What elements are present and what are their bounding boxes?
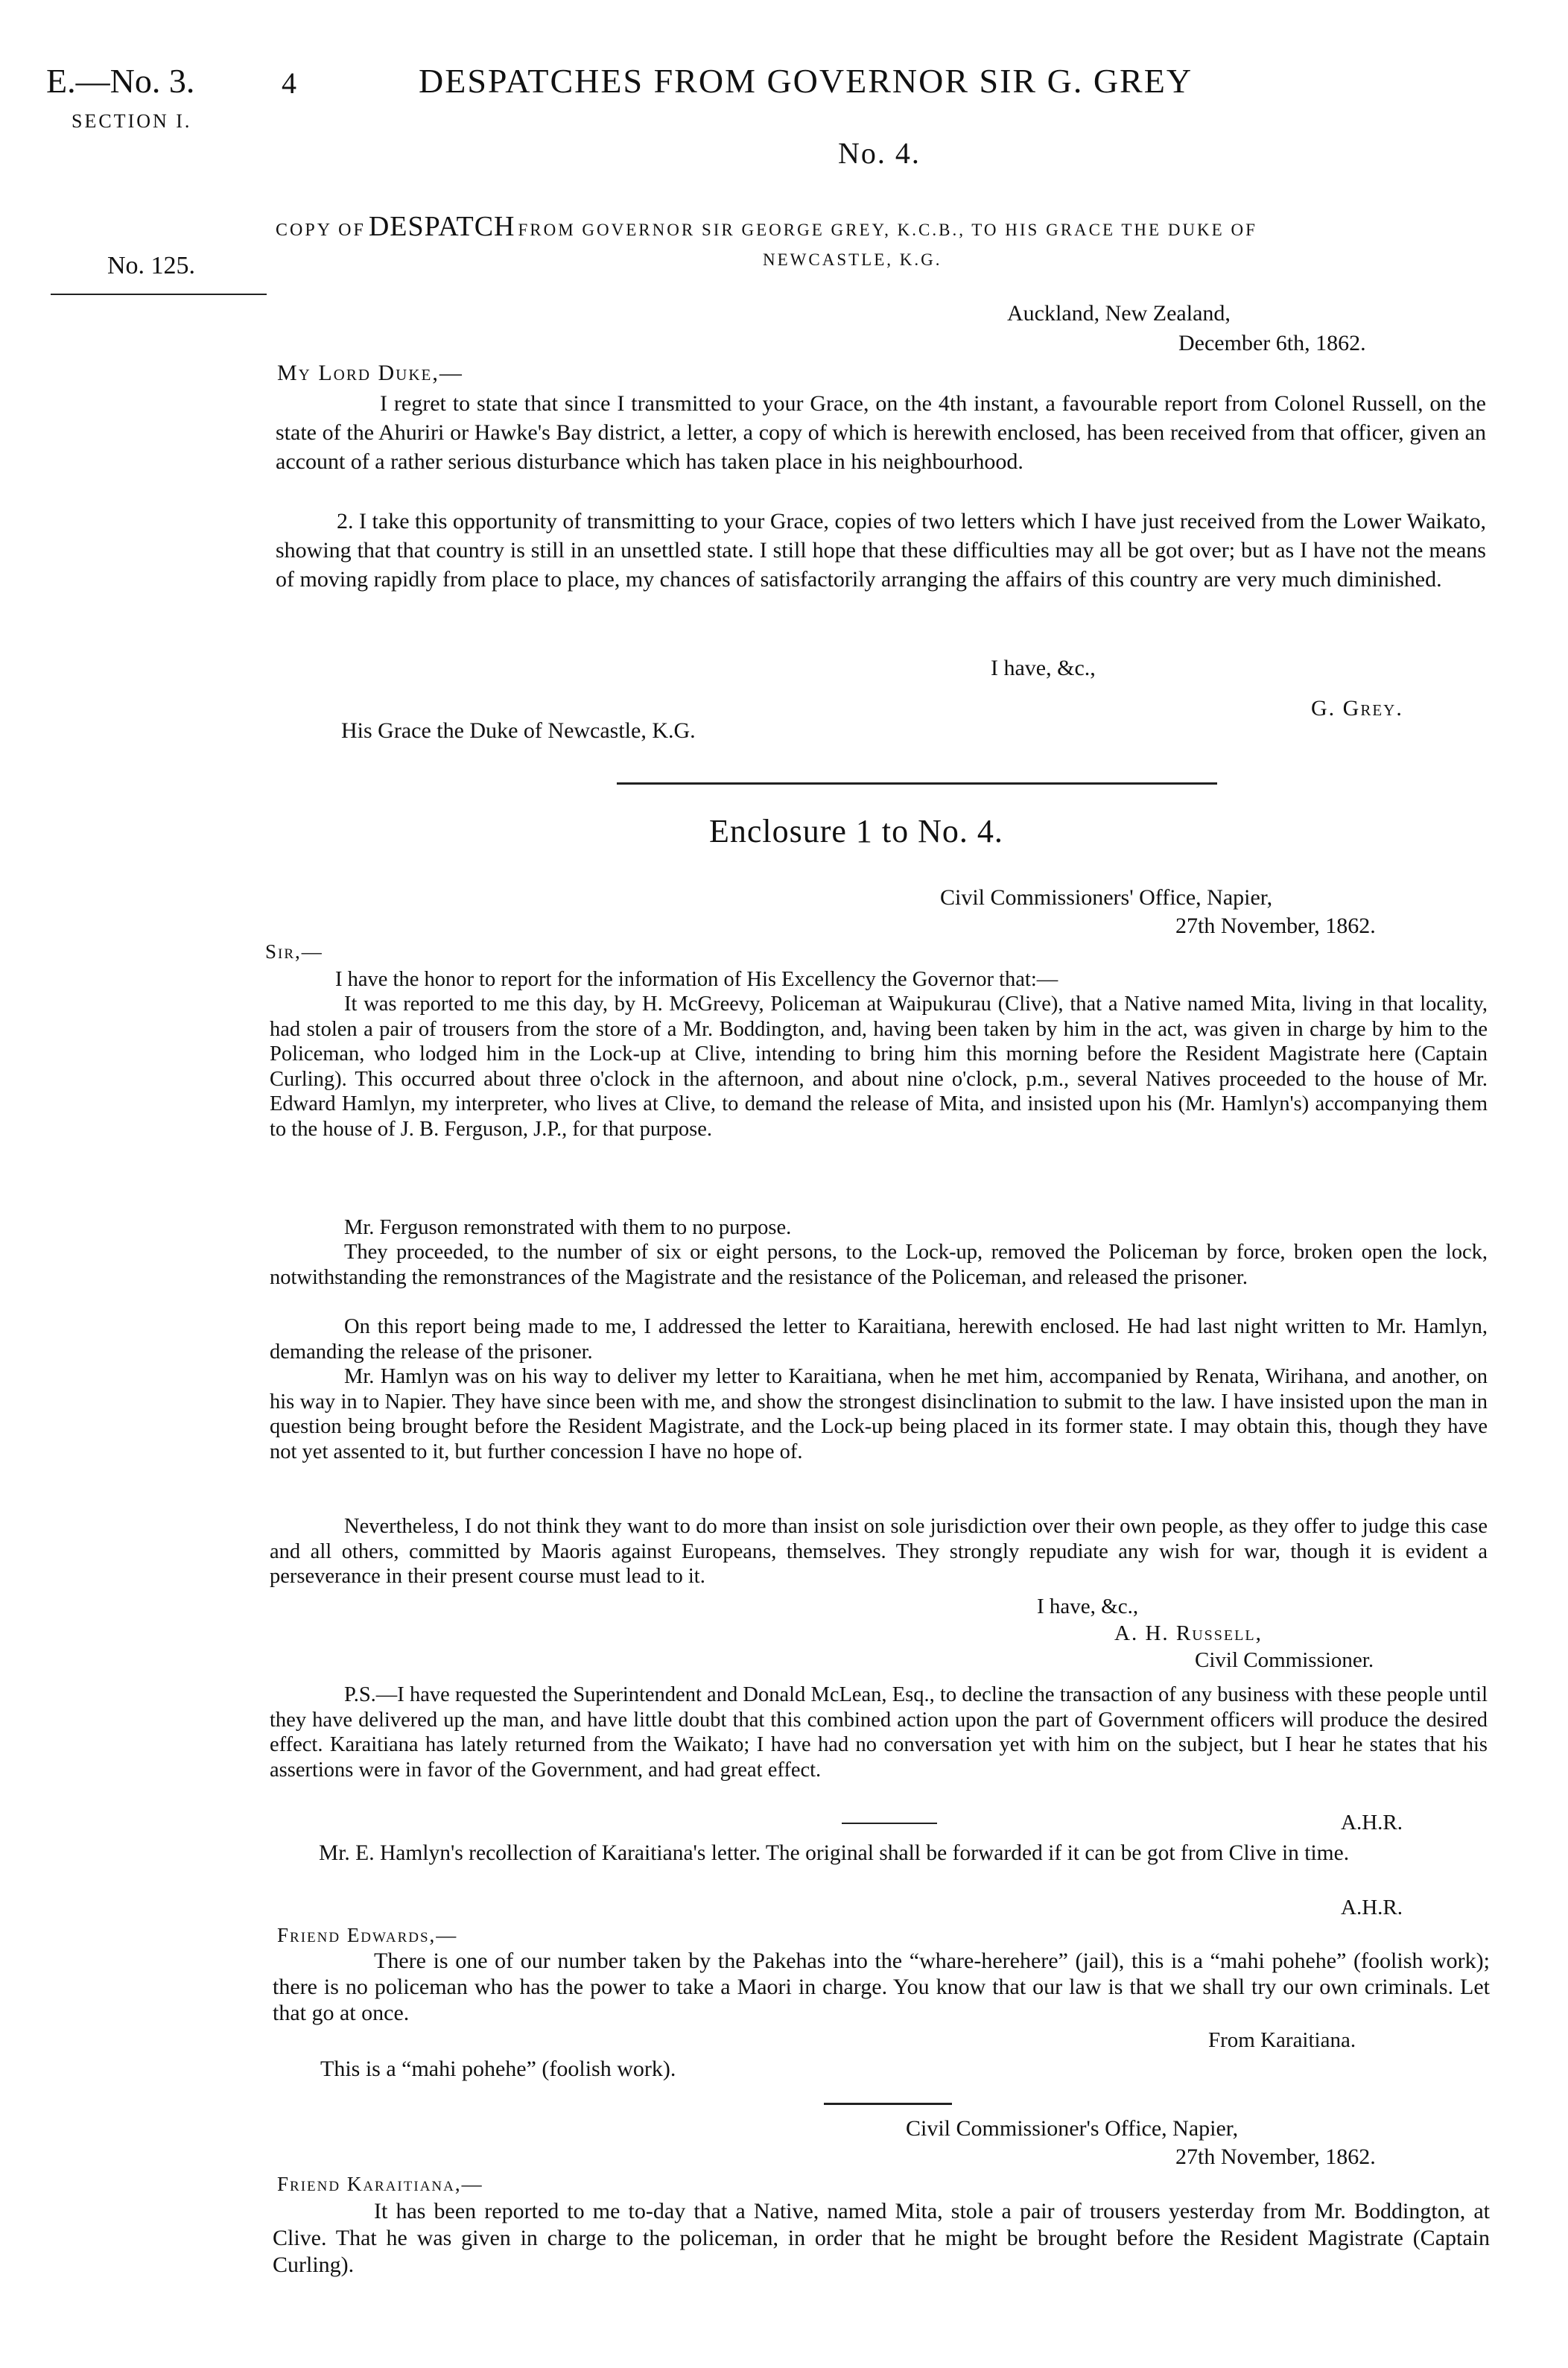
enclosure-para-1: I have the honor to report for the information of His Excellency the Governor that:— [335,968,1058,991]
enclosure-para-2: It was reported to me this day, by H. McGreevy, Policeman at Waipukurau (Clive), that a Native named Mita, living in that locality, had stolen a pair of trousers from the store of a Mr. Boddington, and, having been taken by him in the act, was given in charge by him to the Policeman, who lodged him in the Lock-up at Clive, intending to bring him this morning before the Resident Magistrate here (Captain Curling). This occurred about three o'clock in the afternoon, and about nine o'clock, p.m., several Natives proceeded to the house of Mr. Edward Hamlyn, my interpreter, who lives at Clive, to demand the release of Mita, and insisted upon his (Mr. Hamlyn's) accompanying them to the house of J. B. Ferguson, J.P., for that purpose. [270,993,1488,1141]
enclosure-signature-title: Civil Commissioner. [1195,1648,1374,1672]
enclosure-heading: Enclosure 1 to No. 4. [709,813,1003,849]
enclosure-para-6: Mr. Hamlyn was on his way to deliver my letter to Karaitiana, when he met him, accompanied by Renata, Wirihana, and another, on his way in to Napier. They have since been with me, and show the strongest disinclination to submit to the law. I have insisted upon the man in question being brought before the Resident Magistrate, and the Lock-up being placed in its former state. I may obtain this, though they have not yet assented to it, but further concession I have no hope of. [270,1365,1488,1463]
karaitiana-body: There is one of our number taken by the Pakehas into the “whare-herehere” (jail), this is a “mahi pohehe” (foolish work); there is no policeman who has the power to take a Maori in charge. You know that our law is that we shall try our own criminals. Let that go at once. [273,1948,1490,2025]
section-label: SECTION I. [72,110,192,132]
enclosure-para-4: They proceeded, to the number of six or eight persons, to the Lock-up, removed the Policeman by force, broken open the lock, notwithstanding the remonstrances of the Magistrate and the resistance of the Policeman, and released the prisoner. [270,1241,1488,1289]
ps-divider [842,1823,937,1824]
russell-letter-body: It has been reported to me to-day that a Native, named Mita, stole a pair of trousers yesterday from Mr. Boddington, at Clive. That he was given in charge to the policeman, in order that he might be brought before the Resident Magistrate (Captain Curling). [273,2199,1490,2277]
despatch-closing: I have, &c., [991,656,1096,680]
letter-divider [824,2103,952,2105]
page-ref: E.—No. 3. [46,62,195,100]
page-number: 4 [282,66,296,100]
enclosure-place: Civil Commissioners' Office, Napier, [940,885,1273,910]
enclosure-para-3: Mr. Ferguson remonstrated with them to no purpose. [344,1216,792,1239]
despatch-salutation: My Lord Duke,— [277,361,463,385]
enclosure-closing: I have, &c., [1037,1595,1139,1618]
despatch-title [276,210,1486,243]
despatch-signature: G. Grey. [1311,696,1403,721]
russell-letter-salutation: Friend Karaitiana,— [277,2173,483,2195]
margin-rule [51,294,267,295]
enclosure-note: Mr. E. Hamlyn's recollection of Karaitiana's letter. The original shall be forwarded if it can be got from Clive in time. [319,1841,1350,1865]
despatch-date: December 6th, 1862. [1178,331,1366,355]
enclosure-postscript: P.S.—I have requested the Superintendent and Donald McLean, Esq., to decline the transaction of any business with these people until they have delivered up the man, and have little doubt that this combined action upon the part of Government officers will produce the desired effect. Karaitiana has lately returned from the Waikato; I have had no conversation yet with him on the subject, but I hear he states that his assertions were in favor of the Government, and had great effect. [270,1683,1488,1782]
enclosure-salutation: Sir,— [265,940,323,963]
russell-letter-date: 27th November, 1862. [1175,2144,1376,2169]
despatch-number: No. 4. [838,136,921,170]
title-post: FROM GOVERNOR SIR GEORGE GREY, K.C.B., TO HIS GRACE THE DUKE OF [518,221,1257,239]
enclosure-para-5: On this report being made to me, I addressed the letter to Karaitiana, herewith enclosed. He had last night written to Mr. Hamlyn, demanding the release of the prisoner. [270,1315,1488,1364]
despatch-para-2: 2. I take this opportunity of transmitting to your Grace, copies of two letters which I have just received from the Lower Waikato, showing that that country is still in an unsettled state. I still hope that these difficulties may all be got over; but as I have not the means of moving rapidly from place to place, my chances of satisfactorily arranging the affairs of this country are very much diminished. [276,509,1486,592]
despatch-place: Auckland, New Zealand, [1007,301,1231,326]
running-title: DESPATCHES FROM GOVERNOR SIR G. GREY [419,62,1193,100]
margin-ref: No. 125. [107,252,196,279]
section-divider [617,782,1217,785]
enclosure-date: 27th November, 1862. [1175,914,1376,938]
enclosure-para-7: Nevertheless, I do not think they want to do more than insist on sole jurisdiction over their own people, as they offer to judge this case and all others, committed by Maoris against Europeans, themselves. They strongly repudiate any wish for war, though it is evident a perseverance in their present course must lead to it. [270,1515,1488,1588]
title-pre: COPY OF [276,221,366,240]
enclosure-signature: A. H. Russell, [1114,1621,1263,1645]
karaitiana-from: From Karaitiana. [1208,2028,1356,2052]
title-main: DESPATCH [368,211,515,242]
enclosure-initials-1: A.H.R. [1341,1811,1403,1834]
despatch-para-1: I regret to state that since I transmitted to your Grace, on the 4th instant, a favourable report from Colonel Russell, on the state of the Ahuriri or Hawke's Bay district, a letter, a copy of which is herewith enclosed, has been received from that officer, given an account of a rather serious disturbance which has taken place in his neighbourhood. [276,391,1486,474]
russell-letter-place: Civil Commissioner's Office, Napier, [906,2116,1239,2141]
karaitiana-postscript: This is a “mahi pohehe” (foolish work). [320,2057,676,2081]
title-line2: NEWCASTLE, K.G. [763,250,942,269]
enclosure-initials-2: A.H.R. [1341,1896,1403,1919]
karaitiana-salutation: Friend Edwards,— [277,1924,458,1946]
despatch-addressee: His Grace the Duke of Newcastle, K.G. [341,718,696,743]
